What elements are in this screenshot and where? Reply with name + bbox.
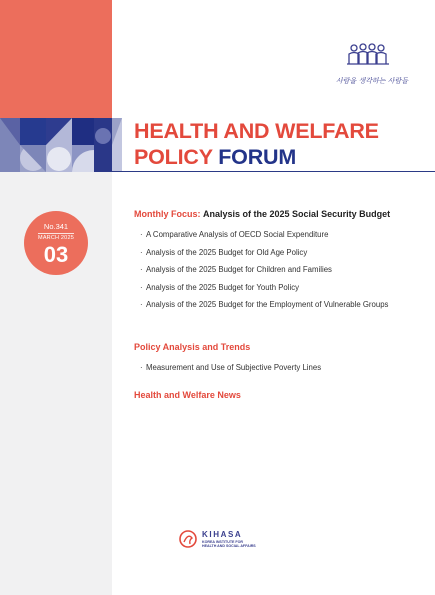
issue-number: 03 [43,242,69,267]
list-item: · Analysis of the 2025 Budget for Youth Policy [140,283,431,294]
monthly-focus-subtitle: Analysis of the 2025 Social Security Budget [203,209,391,219]
issue-month: MARCH 2025 [38,235,74,241]
slogan-text: 사람을 생각하는 사람들 [336,77,409,85]
title-line-1: HEALTH AND WELFARE [134,119,379,143]
monthly-focus-list [140,230,431,311]
list-item: · Analysis of the 2025 Budget for Old Age Policy [140,248,431,259]
issue-no: No.341 [43,222,69,231]
list-item: · A Comparative Analysis of OECD Social Expenditure [140,230,431,241]
kihasa-fullname [202,540,256,548]
monthly-focus-heading [134,209,390,219]
kihasa-fullname-line-1: KOREA INSTITUTE FOR [202,540,243,544]
pattern-edge-graphic [112,118,122,172]
policy-analysis-list [140,363,321,374]
people-logo-icon [343,40,395,80]
title-policy: POLICY [134,145,213,169]
news-heading: Health and Welfare News [134,390,241,400]
kihasa-logo [178,527,268,553]
header-divider [112,171,435,172]
monthly-focus-label: Monthly Focus: [134,209,201,219]
page-title [134,118,379,170]
policy-analysis-heading: Policy Analysis and Trends [134,342,251,352]
cover-color-block [0,0,112,118]
kihasa-name: KIHASA [202,530,243,539]
list-item: · Analysis of the 2025 Budget for Children and Families [140,265,431,276]
list-item: · Measurement and Use of Subjective Poverty Lines [140,363,321,374]
geometric-pattern-graphic [0,118,112,172]
badge-divider [38,233,74,234]
list-item: · Analysis of the 2025 Budget for the Employment of Vulnerable Groups [140,300,431,311]
kihasa-emblem-icon [178,528,198,550]
kihasa-fullname-line-2: HEALTH AND SOCIAL AFFAIRS [202,544,256,549]
issue-badge [24,211,88,275]
title-forum: FORUM [218,145,297,169]
